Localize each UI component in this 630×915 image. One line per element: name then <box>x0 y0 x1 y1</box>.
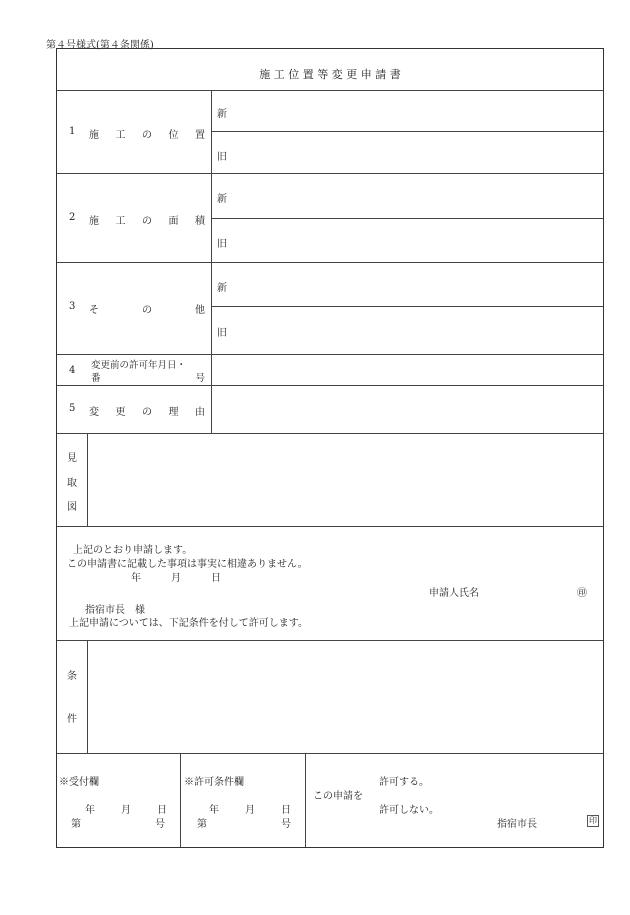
row-1-new-label: 新 <box>217 109 227 120</box>
application-form <box>56 48 604 848</box>
row-2-new-label: 新 <box>217 194 227 205</box>
year-label: 年 <box>85 805 95 816</box>
month-label: 月 <box>245 805 255 816</box>
divider <box>57 433 603 434</box>
char: 取 <box>67 477 77 489</box>
number-prefix: 第 <box>197 819 207 830</box>
column-divider <box>180 753 181 847</box>
row-5-number: 5 <box>69 403 76 414</box>
declaration-date <box>131 569 221 584</box>
char: 工 <box>115 216 126 227</box>
permit-conditions-label: ※許可条件欄 <box>184 777 244 788</box>
divider <box>57 640 603 641</box>
column-divider <box>87 640 88 753</box>
char: 由 <box>195 407 205 418</box>
divider <box>57 173 603 174</box>
number-prefix: 第 <box>71 819 81 830</box>
char: 施 <box>89 130 99 141</box>
year-label: 年 <box>209 805 219 816</box>
row-3-number: 3 <box>69 301 76 312</box>
divider <box>57 753 603 754</box>
mayor-seal <box>587 815 599 827</box>
day-label: 日 <box>157 805 167 816</box>
applicant-name-label: 申請人氏名 <box>429 588 479 599</box>
char: 工 <box>115 130 126 141</box>
char: 件 <box>67 714 77 725</box>
conditions-label <box>65 667 79 725</box>
row-2-old-label: 旧 <box>217 239 227 250</box>
declaration-line-1: 上記のとおり申請します。 <box>73 545 193 556</box>
row-3-old-label: 旧 <box>217 328 227 339</box>
day-label: 日 <box>281 805 291 816</box>
char: 施 <box>89 216 99 227</box>
char: の <box>142 216 152 227</box>
divider <box>211 131 603 132</box>
divider <box>57 262 603 263</box>
this-application-label: この申請を <box>313 791 363 802</box>
receipt-label: ※受付欄 <box>59 777 99 788</box>
char: 置 <box>195 130 205 141</box>
receipt-date <box>85 801 167 816</box>
row-2-label <box>89 212 205 227</box>
day-label: 日 <box>211 573 221 584</box>
applicant-seal: ㊞ <box>577 588 587 599</box>
char: 他 <box>195 305 205 316</box>
divider <box>57 354 603 355</box>
divider <box>57 526 603 527</box>
sketch-map-label <box>65 449 79 513</box>
char: 条 <box>67 671 77 682</box>
char: そ <box>89 305 99 316</box>
char: 号 <box>195 373 205 384</box>
row-1-label <box>89 126 205 141</box>
row-3-new-label: 新 <box>217 283 227 294</box>
seal-icon: 印 <box>589 816 597 825</box>
column-divider <box>305 753 306 847</box>
char: 理 <box>168 407 179 418</box>
divider <box>57 90 603 91</box>
row-3-label <box>89 301 205 316</box>
char: 更 <box>115 407 126 418</box>
form-title: 施 工 位 置 等 変 更 申 請 書 <box>259 68 401 81</box>
char: の <box>142 305 152 316</box>
char: 見 <box>67 453 77 464</box>
row-1-number: 1 <box>69 126 76 137</box>
declaration-line-2: この申請書に記載した事項は事実に相違ありません。 <box>67 559 308 570</box>
char: 積 <box>195 216 205 227</box>
not-permit-option: 許可しない。 <box>379 805 439 816</box>
permit-conditions-number <box>197 815 291 830</box>
divider <box>57 385 603 386</box>
column-divider <box>87 433 88 526</box>
row-2-number: 2 <box>69 212 76 223</box>
form-number: 第４号様式(第４条関係) <box>46 40 154 51</box>
number-suffix: 号 <box>155 819 165 830</box>
number-suffix: 号 <box>281 819 291 830</box>
row-1-old-label: 旧 <box>217 152 227 163</box>
char: 変 <box>89 407 99 418</box>
permit-option: 許可する。 <box>379 777 429 788</box>
mayor-label: 指宿市長 <box>497 819 537 830</box>
row-4-label-line1: 変更前の許可年月日・ <box>91 360 187 371</box>
divider <box>211 218 603 219</box>
month-label: 月 <box>121 805 131 816</box>
char: の <box>142 130 152 141</box>
char: 図 <box>67 502 77 513</box>
divider <box>211 306 603 307</box>
row-4-number: 4 <box>69 365 76 376</box>
permit-statement: 上記申請については、下記条件を付して許可します。 <box>69 618 308 629</box>
permit-conditions-date <box>209 801 291 816</box>
year-label: 年 <box>131 573 141 584</box>
char: 面 <box>168 216 179 227</box>
char: の <box>142 407 152 418</box>
row-4-label-line2 <box>91 370 205 384</box>
char: 番 <box>91 373 101 384</box>
addressee: 指宿市長 様 <box>85 605 145 616</box>
char: 位 <box>168 130 179 141</box>
month-label: 月 <box>171 573 181 584</box>
row-5-label <box>89 403 205 418</box>
receipt-number <box>71 815 165 830</box>
